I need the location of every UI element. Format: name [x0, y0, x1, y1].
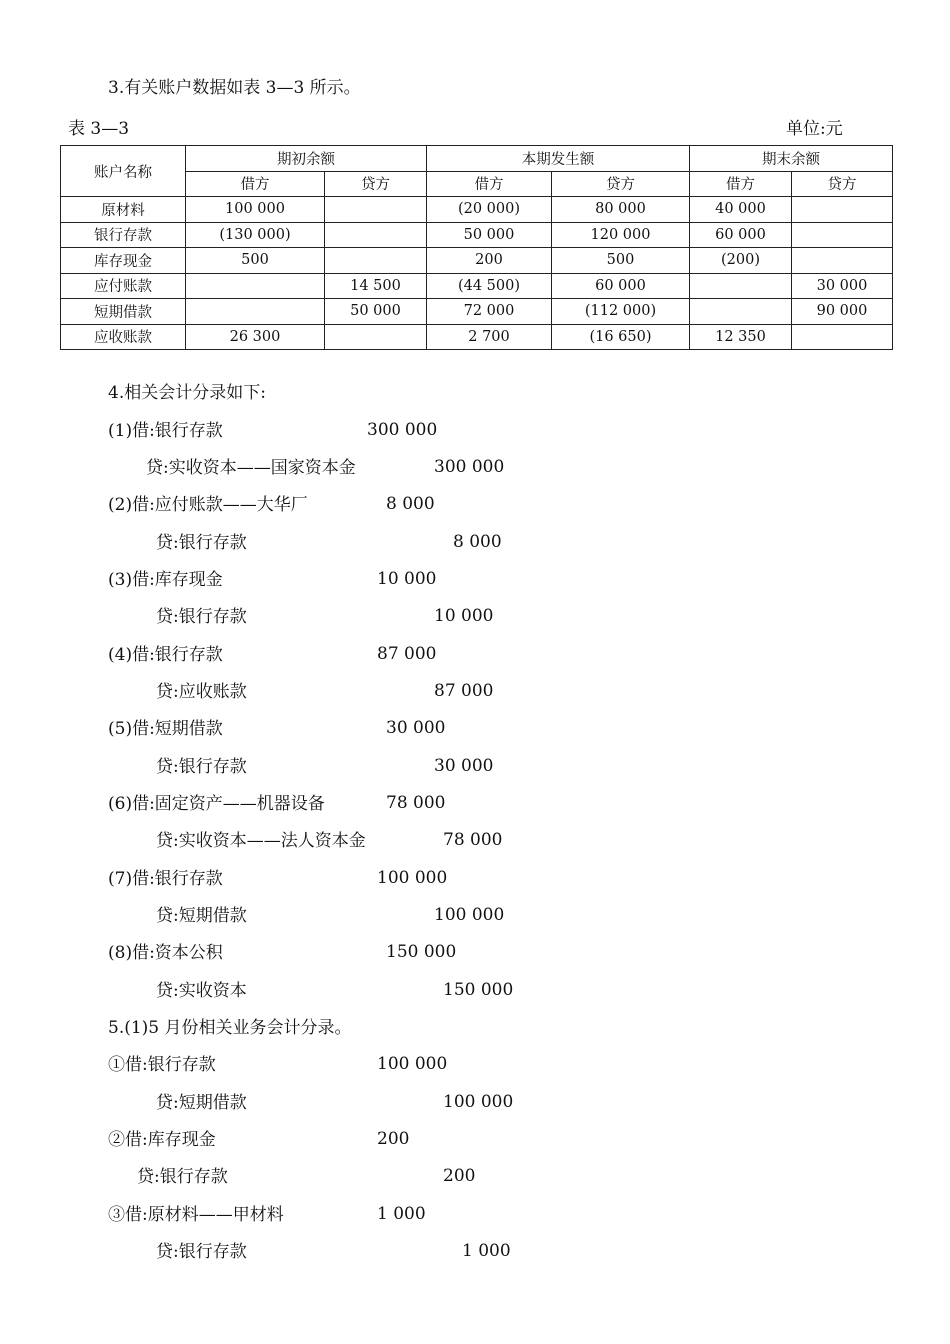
journal-entry-amount: 30 000: [434, 756, 494, 776]
table-row: [61, 299, 893, 325]
table-cell: 90 000: [792, 299, 893, 325]
journal-entry-credit: 贷:短期借款: [156, 1093, 247, 1113]
journal-entry-amount: 87 000: [434, 681, 494, 701]
journal-entry-amount: 300 000: [434, 457, 505, 477]
journal-entry-credit: 贷:短期借款: [156, 906, 247, 926]
journal-entry-debit: (5)借:短期借款: [108, 719, 223, 739]
journal-entry-credit: 贷:实收资本——法人资本金: [156, 831, 366, 851]
journal-entry-debit: (4)借:银行存款: [108, 645, 223, 665]
subheader-debit: 借方: [690, 171, 792, 197]
table-cell: 500: [186, 248, 325, 274]
table-cell: [792, 248, 893, 274]
table-cell: 原材料: [61, 197, 186, 223]
journal-entry-amount: 10 000: [377, 569, 437, 589]
table-row: [61, 222, 893, 248]
table-cell: 库存现金: [61, 248, 186, 274]
journal-entry-amount: 78 000: [443, 830, 503, 850]
table-caption-left: 表 3—3: [68, 119, 130, 139]
journal-entry-amount: 100 000: [377, 1054, 448, 1074]
journal-entry-debit: (8)借:资本公积: [108, 943, 223, 963]
table-cell: 80 000: [552, 197, 690, 223]
journal-entry-debit: (1)借:银行存款: [108, 421, 223, 441]
table-cell: 72 000: [427, 299, 552, 325]
q5-heading: 5.(1)5 月份相关业务会计分录。: [108, 1018, 352, 1038]
journal-entry-amount: 8 000: [386, 494, 435, 514]
table-cell: [186, 273, 325, 299]
journal-entry-amount: 1 000: [462, 1241, 511, 1261]
journal-entry-amount: 150 000: [386, 942, 457, 962]
journal-entry-debit: (7)借:银行存款: [108, 869, 223, 889]
table-cell: [325, 197, 427, 223]
table-cell: (44 500): [427, 273, 552, 299]
subheader-credit: 贷方: [325, 171, 427, 197]
journal-entry-debit: ①借:银行存款: [108, 1055, 216, 1075]
journal-entry-credit: 贷:银行存款: [156, 607, 247, 627]
table-header-row: [61, 146, 893, 172]
table-caption-right: 单位:元: [786, 119, 843, 139]
journal-entry-debit: (6)借:固定资产——机器设备: [108, 794, 325, 814]
q3-heading: 3.有关账户数据如表 3—3 所示。: [108, 78, 361, 98]
table-cell: [325, 324, 427, 350]
table-row: [61, 324, 893, 350]
account-data-table: [60, 145, 893, 350]
header-opening-balance: 期初余额: [186, 146, 427, 172]
table-cell: (112 000): [552, 299, 690, 325]
journal-entry-credit: 贷:应收账款: [156, 682, 247, 702]
subheader-debit: 借方: [186, 171, 325, 197]
table-row: [61, 197, 893, 223]
journal-entry-amount: 100 000: [434, 905, 505, 925]
table-cell: [792, 222, 893, 248]
table-cell: (20 000): [427, 197, 552, 223]
journal-entry-amount: 78 000: [386, 793, 446, 813]
journal-entry-amount: 200: [443, 1166, 476, 1186]
table-cell: 200: [427, 248, 552, 274]
table-cell: [792, 324, 893, 350]
table-cell: 银行存款: [61, 222, 186, 248]
table-cell: 14 500: [325, 273, 427, 299]
table-cell: [325, 248, 427, 274]
table-cell: 500: [552, 248, 690, 274]
table-cell: 30 000: [792, 273, 893, 299]
journal-entry-amount: 87 000: [377, 644, 437, 664]
table-cell: [792, 197, 893, 223]
journal-entry-amount: 30 000: [386, 718, 446, 738]
table-cell: 50 000: [325, 299, 427, 325]
journal-entry-amount: 100 000: [377, 868, 448, 888]
table-cell: 应收账款: [61, 324, 186, 350]
table-subheader-row: [61, 171, 893, 197]
q4-heading: 4.相关会计分录如下:: [108, 383, 266, 403]
table-cell: [690, 299, 792, 325]
journal-entry-credit: 贷:实收资本——国家资本金: [146, 458, 356, 478]
journal-entry-amount: 100 000: [443, 1092, 514, 1112]
table-row: [61, 248, 893, 274]
table-cell: 50 000: [427, 222, 552, 248]
table-cell: 应付账款: [61, 273, 186, 299]
subheader-debit: 借方: [427, 171, 552, 197]
journal-entry-amount: 200: [377, 1129, 410, 1149]
table-cell: 12 350: [690, 324, 792, 350]
table-cell: (130 000): [186, 222, 325, 248]
journal-entry-debit: (3)借:库存现金: [108, 570, 223, 590]
table-cell: (16 650): [552, 324, 690, 350]
table-cell: [325, 222, 427, 248]
journal-entry-credit: 贷:银行存款: [137, 1167, 228, 1187]
table-cell: (200): [690, 248, 792, 274]
journal-entry-credit: 贷:实收资本: [156, 981, 247, 1001]
table-cell: 2 700: [427, 324, 552, 350]
table-cell: [690, 273, 792, 299]
journal-entry-debit: ②借:库存现金: [108, 1130, 216, 1150]
journal-entry-credit: 贷:银行存款: [156, 533, 247, 553]
journal-entry-debit: ③借:原材料——甲材料: [108, 1205, 284, 1225]
table-cell: 100 000: [186, 197, 325, 223]
journal-entry-credit: 贷:银行存款: [156, 1242, 247, 1262]
table-cell: 26 300: [186, 324, 325, 350]
table-row: [61, 273, 893, 299]
journal-entry-amount: 300 000: [367, 420, 438, 440]
header-period-amount: 本期发生额: [427, 146, 690, 172]
table-cell: 60 000: [690, 222, 792, 248]
table-cell: 40 000: [690, 197, 792, 223]
header-closing-balance: 期末余额: [690, 146, 893, 172]
subheader-credit: 贷方: [552, 171, 690, 197]
table-cell: [186, 299, 325, 325]
table-cell: 60 000: [552, 273, 690, 299]
journal-entry-amount: 150 000: [443, 980, 514, 1000]
table-cell: 短期借款: [61, 299, 186, 325]
journal-entry-credit: 贷:银行存款: [156, 757, 247, 777]
journal-entry-amount: 10 000: [434, 606, 494, 626]
table-cell: 120 000: [552, 222, 690, 248]
subheader-credit: 贷方: [792, 171, 893, 197]
journal-entry-amount: 8 000: [453, 532, 502, 552]
journal-entry-amount: 1 000: [377, 1204, 426, 1224]
journal-entry-debit: (2)借:应付账款——大华厂: [108, 495, 308, 515]
header-account-name: 账户名称: [61, 146, 186, 197]
